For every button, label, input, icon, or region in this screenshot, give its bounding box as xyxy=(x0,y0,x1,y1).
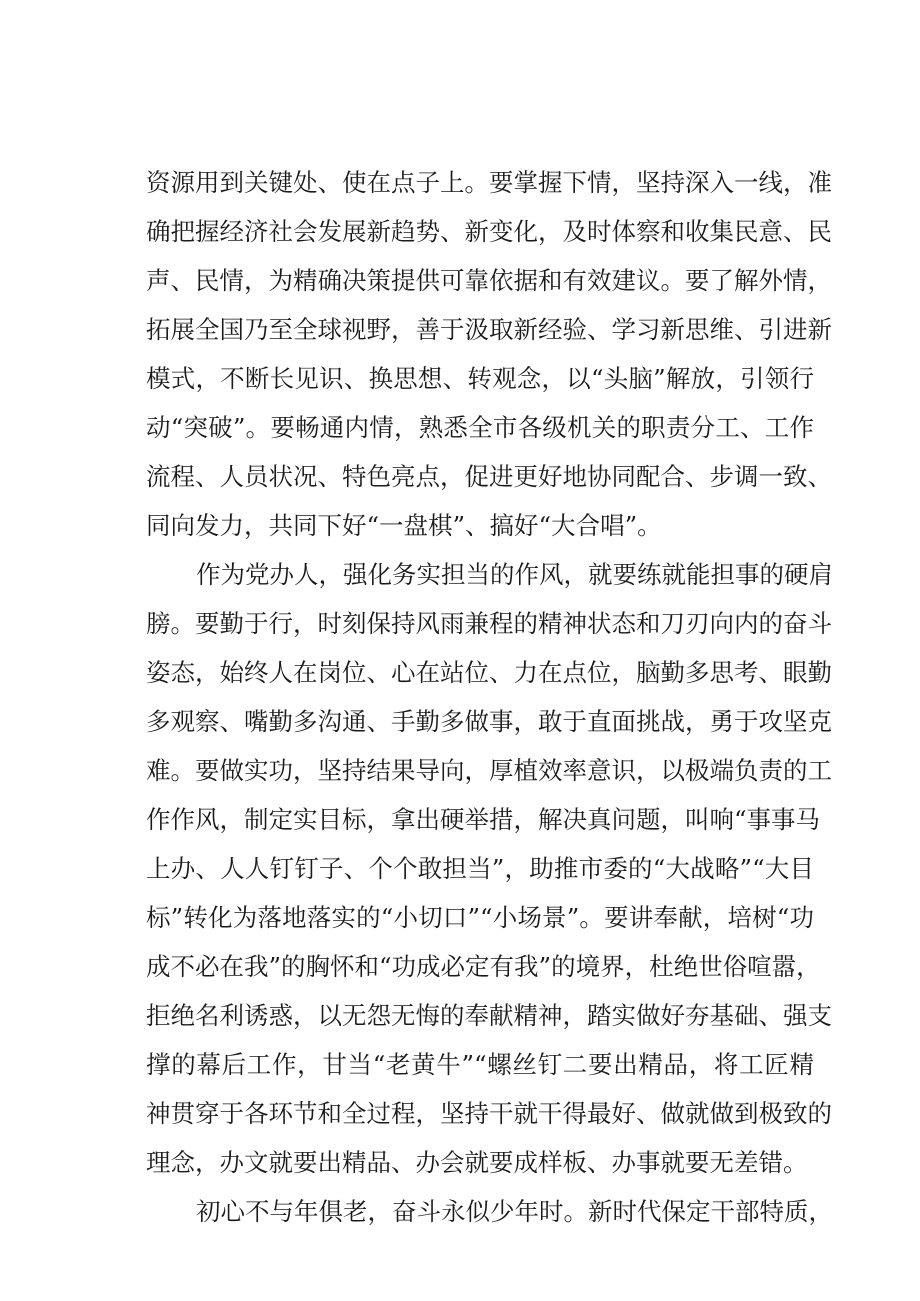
text-line-18: 拒绝名利诱惑，以无怨无悔的奉献精神，踏实做好夯基础、强支 xyxy=(146,1001,832,1030)
text-line-16: 标”转化为落地落实的“小切口”“小场景”。要讲奉献，培树“功 xyxy=(146,903,814,932)
text-line-15: 上办、人人钉钉子、个个敢担当”，助推市委的“大战略”“大目 xyxy=(146,854,814,883)
text-line-6: 动“突破”。要畅通内情，熟悉全市各级机关的职责分工、工作 xyxy=(146,413,814,442)
text-line-21: 理念，办文就要出精品、办会就要成样板、办事就要无差错。 xyxy=(146,1148,808,1177)
text-line-19: 撑的幕后工作，甘当“老黄牛”“螺丝钉二要出精品，将工匠精 xyxy=(146,1050,814,1079)
text-line-13: 难。要做实功，坚持结果导向，厚植效率意识，以极端负责的工 xyxy=(146,756,832,785)
text-line-22: 初心不与年俱老，奋斗永似少年时。新时代保定干部特质， xyxy=(196,1197,833,1226)
text-line-14: 作作风，制定实目标，拿出硬举措，解决真问题，叫响“事事马 xyxy=(146,805,821,834)
body-text xyxy=(146,158,833,1236)
text-line-2: 确把握经济社会发展新趋势、新变化，及时体察和收集民意、民 xyxy=(146,217,832,246)
text-line-7: 流程、人员状况、特色亮点，促进更好地协同配合、步调一致、 xyxy=(146,462,832,491)
text-line-3: 声、民情，为精确决策提供可靠依据和有效建议。要了解外情， xyxy=(146,266,832,295)
text-line-17: 成不必在我”的胸怀和“功成必定有我”的境界，杜绝世俗喧嚣， xyxy=(146,952,821,981)
text-line-20: 神贯穿于各环节和全过程，坚持干就干得最好、做就做到极致的 xyxy=(146,1099,832,1128)
text-line-12: 多观察、嘴勤多沟通、手勤多做事，敢于直面挑战，勇于攻坚克 xyxy=(146,707,832,736)
text-line-1: 资源用到关键处、使在点子上。要掌握下情，坚持深入一线，准 xyxy=(146,168,832,197)
text-line-11: 姿态，始终人在岗位、心在站位、力在点位，脑勤多思考、眼勤 xyxy=(146,658,832,687)
text-line-8: 同向发力，共同下好“一盘棋”、搞好“大合唱”。 xyxy=(146,511,662,540)
text-line-5: 模式，不断长见识、换思想、转观念，以“头脑”解放，引领行 xyxy=(146,364,814,393)
text-line-10: 膀。要勤于行，时刻保持风雨兼程的精神状态和刀刃向内的奋斗 xyxy=(146,609,832,638)
text-line-9: 作为党办人，强化务实担当的作风，就要练就能担事的硬肩 xyxy=(196,560,833,589)
text-line-4: 拓展全国乃至全球视野，善于汲取新经验、学习新思维、引进新 xyxy=(146,315,832,344)
